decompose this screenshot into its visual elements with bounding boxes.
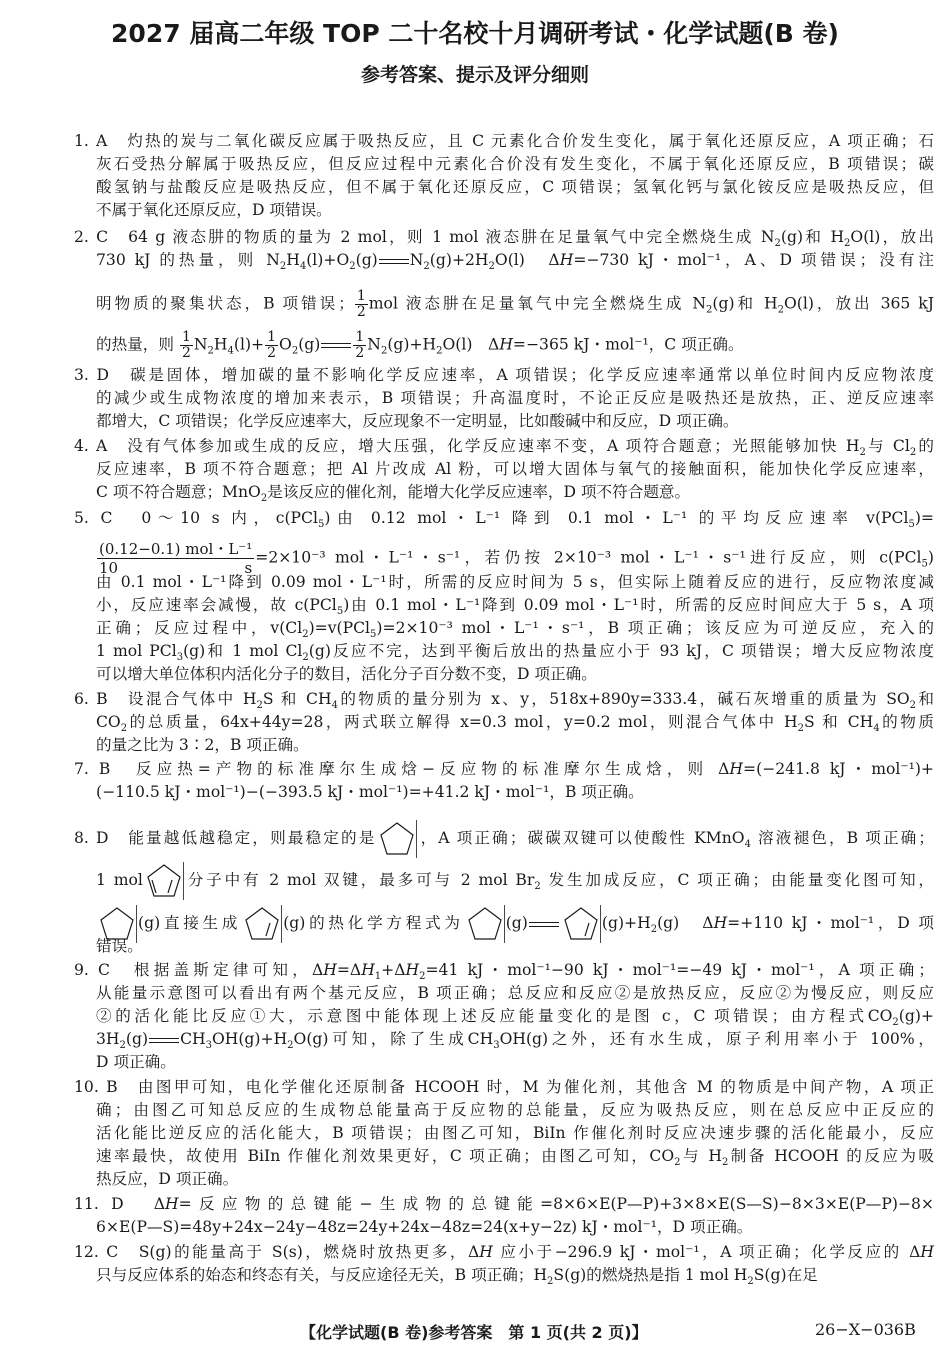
answer-7-line-2: (−110.5 kJ・mol⁻¹)−(−393.5 kJ・mol⁻¹)=+41.2 kJ・mol⁻¹，B 项正确。	[96, 783, 644, 801]
answer-4-line-3: C 项不符合题意；MnO$_2$是该反应的催化剂，能增大化学反应速率，D 项不符合题意。	[96, 483, 691, 505]
answer-7-line-1: 7. B 反应热=产物的标准摩尔生成焓−反应物的标准摩尔生成焓，则 ΔH=(−241.8 kJ・mol⁻¹)+	[74, 760, 934, 778]
answer-3-line-1: 3. D 碳是固体，增加碳的量不影响化学反应速率，A 项错误；化学反应速率通常以单位时间内反应物浓度	[74, 366, 934, 384]
answer-8-line-3: (g)直接生成 (g)的热化学方程式为 (g) $(g)+H_2(g)$ ΔH=+110 kJ・mol⁻¹，D 项	[96, 905, 934, 943]
answer-6-line-2: $CO_2$的总质量，64x+44y=28，两式联立解得 x=0.3 mol，y=0.2 mol，则混合气体中 $H_2S$ 和 $CH_4$的物质	[96, 713, 934, 735]
answer-3-line-3: 都增大，C 项错误；化学反应速率大，反应现象不一定明显，比如酸碱中和反应，D 项正确。	[96, 412, 739, 430]
answer-12-line-2: 只与反应体系的始态和终态有关，与反应途径无关，B 项正确；$H_2S(g)$的燃烧热是指 1 mol $H_2S(g)$在足	[96, 1266, 818, 1288]
answer-5-line-4: 小，反应速率会减慢，故 c(PCl$_5$)由 0.1 mol・L⁻¹降到 0.09 mol・L⁻¹时，所需的反应时间应大于 5 s，A 项	[96, 596, 934, 618]
answer-10-line-5: 热反应，D 项正确。	[96, 1170, 239, 1188]
answer-5-line-7: 可以增大单位体积内活化分子的数目，活化分子百分数不变，D 项正确。	[96, 665, 597, 683]
equals-arrow	[379, 259, 409, 264]
answer-9-line-4: $3H_2(g)$ $CH_3OH(g)+H_2O(g)$可知，除了生成$CH_3OH(g)$之外，还有水生成，原子利用率小于 100%，	[96, 1030, 934, 1052]
answer-5-line-3: 由 0.1 mol・L⁻¹降到 0.09 mol・L⁻¹时，所需的反应时间为 5 s，但实际上随着反应的进行，反应物浓度减	[96, 573, 934, 591]
answer-11-line-2: 6×E(P—S)=48y+24x−24y−48z=24y+24x−48z=24(x+y−2z) kJ・mol⁻¹，D 项正确。	[96, 1218, 753, 1236]
answer-10-line-4: 速率最快，故使用 BiIn 作催化剂效果更好，C 项正确；由图乙可知，$CO_2$与 $H_2$制备 HCOOH 的反应为吸	[96, 1147, 934, 1169]
equals-arrow	[321, 343, 351, 348]
answer-9-line-2: 从能量示意图可以看出有两个基元反应，B 项正确；总反应和反应②是放热反应，反应②为慢反应，则反应	[96, 984, 934, 1002]
answer-5-line-6: 1 mol PCl$_3$(g)和 1 mol $Cl_2(g)$反应不完，达到平衡后放出的热量应小于 93 kJ，C 项错误；增大反应物浓度	[96, 642, 934, 664]
cyclopentadiene-structure-icon	[144, 862, 184, 900]
answer-8-line-1: 8. D 能量越低越稳定，则最稳定的是 ，A 项正确；碳碳双键可以使酸性 KMnO$_4$ 溶液褪色，B 项正确；	[74, 820, 934, 858]
cyclopentane-structure-icon	[377, 820, 417, 858]
answer-1-line-2: 灰石受热分解属于吸热反应，但反应过程中元素化合价没有发生变化，不属于氧化还原反应，B 项错误；碳	[96, 155, 934, 173]
answer-8-line-4: 错误。	[96, 937, 143, 955]
answer-5-line-5: 正确；反应过程中，$v(Cl_2)=v(PCl_5)=2\times 10^{-3}$ mol・L⁻¹・s⁻¹，B 项正确；该反应为可逆反应，充入的	[96, 619, 935, 641]
answer-1-line-4: 不属于氧化还原反应，D 项错误。	[96, 201, 332, 219]
footer-label: 【化学试题(B 卷)参考答案 第 1 页(共 2 页)】	[300, 1323, 648, 1342]
answer-6-line-3: 的量之比为 3∶2，B 项正确。	[96, 736, 309, 754]
answer-12-line-1: 12. C S(g)的能量高于 S(s)，燃烧时放热更多，ΔH 应小于−296.9 kJ・mol⁻¹，A 项正确；化学反应的 ΔH	[74, 1243, 934, 1261]
answer-5-line-1: 5. C 0～10 s 内，c(PCl$_5$)由 0.12 mol・L⁻¹ 降到 0.1 mol・L⁻¹ 的平均反应速率 v(PCl$_5$)=	[74, 509, 934, 531]
answer-3-line-2: 的减少或生成物浓度的增加来表示，B 项错误；升高温度时，不论正反应是吸热还是放热，正、逆反应速率	[96, 389, 934, 407]
answer-4-line-1: 4. A 没有气体参加或生成的反应，增大压强，化学反应速率不变，A 项符合题意；光照能够加快 $H_2$与 $Cl_2$的	[74, 437, 934, 459]
equals-arrow	[149, 1038, 179, 1043]
equals-arrow	[529, 922, 559, 927]
answer-9-line-3: ②的活化能比反应①大，示意图中能体现上述反应能量变化的是图 c，C 项错误；由方程式$CO_2(g)+$	[96, 1007, 934, 1029]
footer-code: 26−X−036B	[815, 1320, 916, 1339]
answer-9-line-1: 9. C 根据盖斯定律可知，$\Delta H=\Delta H_1+\Delta H_2=41$ kJ・mol⁻¹−90 kJ・mol⁻¹=−49 kJ・mol⁻¹，A 项正确；	[74, 961, 934, 983]
answer-6-line-1: 6. B 设混合气体中 $H_2S$ 和 $CH_4$的物质的量分别为 x、y，518x+890y=333.4，碱石灰增重的质量为 $SO_2$和	[74, 690, 934, 712]
answer-9-line-5: D 项正确。	[96, 1053, 176, 1071]
answer-4-line-2: 反应速率，B 项不符合题意；把 Al 片改成 Al 粉，可以增大固体与氧气的接触面积，能加快化学反应速率，	[96, 460, 934, 478]
answer-2-line-4: 的热量，则 $\frac{1}{2}$ $N_2H_4(l)+$ $\frac{1}{2}$ $O_2(g)$ $\frac{1}{2}$ $N_2(g)+H_2O(l)$ ΔH=−365 kJ・mol⁻¹，C 项正确。	[96, 329, 744, 361]
answer-10-line-1: 10. B 由图甲可知，电化学催化还原制备 HCOOH 时，M 为催化剂，其他含 M 的物质是中间产物，A 项正	[74, 1078, 934, 1096]
answer-1-line-1: 1. A 灼热的炭与二氧化碳反应属于吸热反应，且 C 元素化合价发生变化，属于氧化还原反应，A 项正确；石	[74, 132, 934, 150]
answer-5-line-2: $\frac{\text{(0.12−0.1) mol・L⁻¹}}{10 s}$ =2×10⁻³ mol・L⁻¹・s⁻¹，若仍按 2×10⁻³ mol・L⁻¹・s⁻¹进行反应，则 c(PCl$_5$)	[99, 540, 934, 577]
page-subtitle: 参考答案、提示及评分细则	[360, 64, 589, 86]
answer-2-line-3: 明物质的聚集状态，B 项错误； $\frac{1}{2}$ mol 液态肼在足量氧气中完全燃烧生成 $N_2(g)$和 $H_2O(l)$，放出 365 kJ	[96, 288, 934, 320]
answer-8-line-2: 1 mol 分子中有 2 mol 双键，最多可与 2 mol $Br_2$ 发生加成反应，C 项正确；由能量变化图可知，	[96, 862, 934, 900]
answer-10-line-2: 确；由图乙可知总反应的生成物总能量高于反应物的总能量，反应为吸热反应，则在总反应中正反应的	[96, 1101, 934, 1119]
page-title: 2027 届高二年级 TOP 二十名校十月调研考试・化学试题(B 卷)	[111, 19, 839, 48]
answer-2-line-2: 730 kJ 的热量，则 $N_2H_4(l)+O_2(g)$ $N_2(g)+2H_2O(l)$ ΔH=−730 kJ・mol⁻¹，A、D 项错误；没有注	[96, 251, 935, 273]
answer-2-line-1: 2. C 64 g 液态肼的物质的量为 2 mol，则 1 mol 液态肼在足量氧气中完全燃烧生成 $N_2(g)$和 $H_2O(l)$，放出	[74, 228, 934, 250]
answer-10-line-3: 活化能比逆反应的活化能大，B 项错误；由图乙可知，BiIn 作催化剂时反应决速步骤的活化能最小，反应	[96, 1124, 934, 1142]
answer-1-line-3: 酸氢钠与盐酸反应是吸热反应，但不属于氧化还原反应，C 项错误；氢氧化钙与氯化铵反应是吸热反应，但	[96, 178, 934, 196]
answer-11-line-1: 11. D ΔH=反应物的总键能−生成物的总键能=8×6×E(P—P)+3×8×E(S—S)−8×3×E(P—P)−8×	[74, 1195, 934, 1213]
